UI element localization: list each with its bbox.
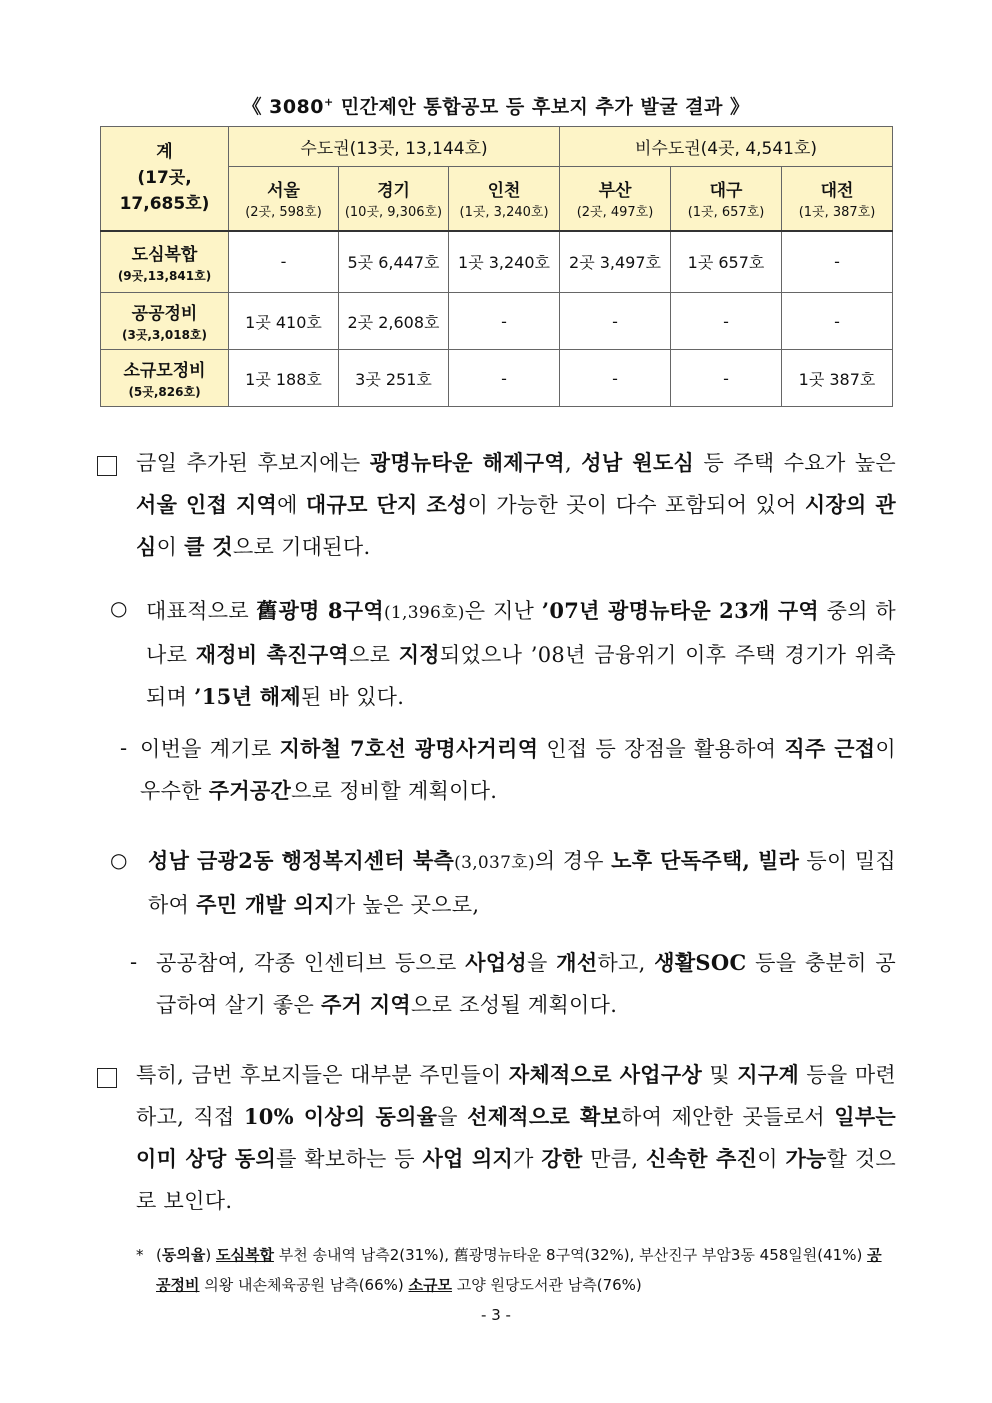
paragraph-4: 성남 금광2동 행정복지센터 북측(3,037호)의 경우 노후 단독주택, 빌라 등이 밀집하여 주민 개발 의지가 높은 곳으로, (148, 848, 896, 917)
table-cell: - (229, 231, 339, 293)
table-row (101, 350, 893, 407)
metro-header: 수도권(13곳, 13,144호) (229, 127, 560, 167)
row-header: 소규모정비 (5곳,826호) (101, 350, 229, 407)
region-header-gyeonggi: 경기 (10곳, 9,306호) (339, 167, 449, 231)
table-cell: - (782, 293, 893, 350)
table-caption (100, 92, 892, 119)
row-header: 공공정비 (3곳,3,018호) (101, 293, 229, 350)
footnote: (동의율) 도심복합 부천 송내역 남측2(31%), 舊광명뉴타운 8구역(32%), 부산진구 부암3동 458일원(41%) 공공정비 의왕 내손체육공원 남측(66%) 소규모 고양 원당도서관 남측(76%) (156, 1246, 882, 1294)
footnote-keyword: 도심복합 (215, 1246, 274, 1264)
footnote-keyword: 소규모 (408, 1276, 452, 1294)
total-label: 계 (156, 142, 173, 163)
total-homes: 17,685호) (119, 194, 210, 215)
table-cell: - (782, 231, 893, 293)
paragraph-3: 이번을 계기로 지하철 7호선 광명사거리역 인접 등 장점을 활용하여 직주 근접이 우수한 주거공간으로 정비할 계획이다. (140, 736, 896, 803)
table-cell: - (560, 293, 671, 350)
footnote-star: * (136, 1246, 144, 1264)
table-header-row-1 (101, 127, 893, 167)
table-cell: - (671, 293, 782, 350)
table-cell: - (560, 350, 671, 407)
paragraph-5: 공공참여, 각종 인센티브 등으로 사업성을 개선하고, 생활SOC 등을 충분히 공급하여 살기 좋은 주거 지역으로 조성될 계획이다. (156, 950, 896, 1017)
dash-bullet-icon: - (130, 950, 138, 974)
table-row (101, 231, 893, 293)
page-number: - 3 - (481, 1306, 511, 1324)
table-cell: 1곳 3,240호 (449, 231, 560, 293)
table-cell: 1곳 387호 (782, 350, 893, 407)
paragraph-2: 대표적으로 舊광명 8구역(1,396호)은 지난 ’07년 광명뉴타운 23개 구역 중의 하나로 재정비 촉진구역으로 지정되었으나 ’08년 금융위기 이후 주택 경기가 위축되며 ’15년 해제된 바 있다. (146, 598, 896, 709)
nonmetro-header: 비수도권(4곳, 4,541호) (560, 127, 893, 167)
total-count: (17곳, (137, 168, 192, 189)
paragraph-6: 특히, 금번 후보지들은 대부분 주민들이 자체적으로 사업구상 및 지구계 등을 마련하고, 직접 10% 이상의 동의율을 선제적으로 확보하여 제안한 곳들로서 일부는 이미 상당 동의를 확보하는 등 사업 의지가 강한 만큼, 신속한 추진이 가능할 것으로 보인다. (136, 1062, 897, 1213)
region-header-busan: 부산 (2곳, 497호) (560, 167, 671, 231)
region-header-incheon: 인천 (1곳, 3,240호) (449, 167, 560, 231)
table-row (101, 293, 893, 350)
table-cell: - (449, 293, 560, 350)
region-header-daejeon: 대전 (1곳, 387호) (782, 167, 893, 231)
table-cell: 3곳 251호 (339, 350, 449, 407)
row-header: 도심복합 (9곳,13,841호) (101, 231, 229, 293)
summary-table (100, 126, 893, 407)
region-header-seoul: 서울 (2곳, 598호) (229, 167, 339, 231)
table-cell: - (449, 350, 560, 407)
total-cell (101, 127, 229, 231)
dash-bullet-icon: - (120, 736, 128, 760)
footnote-keyword: 공공정비 (156, 1246, 882, 1294)
table-cell: 2곳 3,497호 (560, 231, 671, 293)
caption-start: 《 3080 (242, 96, 324, 118)
caption-rest: 민간제안 통합공모 등 후보지 추가 발굴 결과 》 (333, 96, 750, 118)
square-bullet-icon (97, 456, 117, 476)
square-bullet-icon (97, 1068, 117, 1088)
table-cell: 1곳 188호 (229, 350, 339, 407)
paragraph-1: 금일 추가된 후보지에는 광명뉴타운 해제구역, 성남 원도심 등 주택 수요가 높은 서울 인접 지역에 대규모 단지 조성이 가능한 곳이 다수 포함되어 있어 시장의 관심이 클 것으로 기대된다. (136, 450, 897, 559)
table-cell: 1곳 657호 (671, 231, 782, 293)
table-cell: 2곳 2,608호 (339, 293, 449, 350)
caption-superscript: + (323, 95, 334, 109)
circle-bullet-icon: ○ (110, 848, 128, 872)
circle-bullet-icon: ○ (110, 596, 128, 620)
table-cell: 5곳 6,447호 (339, 231, 449, 293)
region-header-daegu: 대구 (1곳, 657호) (671, 167, 782, 231)
table-cell: - (671, 350, 782, 407)
table-cell: 1곳 410호 (229, 293, 339, 350)
